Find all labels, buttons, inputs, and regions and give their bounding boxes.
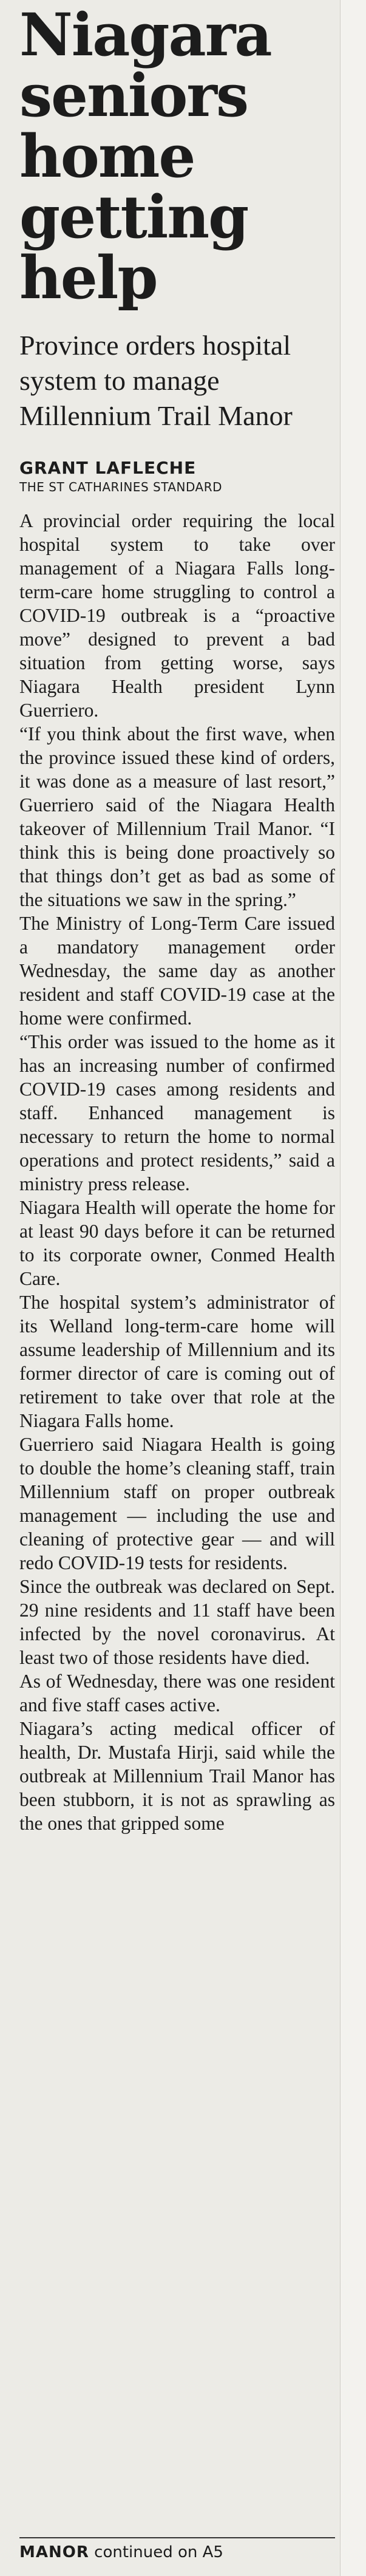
body-paragraph: The hospital system’s administrator of its Welland long-term-care home will assume leadership of Millennium and its former director of care is coming out of retirement to take over that role at the Niagara Falls home.	[19, 1292, 335, 1431]
headline: Niagara seniors home getting help	[19, 1, 271, 312]
adjacent-column-edge	[340, 0, 366, 2576]
subheadline: Province orders hospital system to manage Millennium Trail Manor	[19, 330, 293, 431]
body-paragraph: “This order was issued to the home as it has an increasing number of confirmed COVID-19 cases among residents and staff. Enhanced management is necessary to return the home to normal operations and protect residents,” said a ministry press release.	[19, 1031, 335, 1194]
body-paragraph: “If you think about the first wave, when the province issued these kind of orders, it was done as a measure of last resort,” Guerriero said of the Niagara Health takeover of Millennium Trail Manor. “I think this is being done proactively so that things don’t get as bad as some of the situations we saw in the spring.”	[19, 723, 335, 910]
article-body	[19, 509, 335, 1835]
body-paragraph: Since the outbreak was declared on Sept. 29 nine residents and 11 staff have been infected by the novel coronavirus. At least two of those residents have died.	[19, 1576, 335, 1668]
byline-publication: THE ST CATHARINES STANDARD	[19, 480, 223, 494]
article-column	[19, 1, 335, 2571]
jump-keyword: MANOR	[19, 2543, 89, 2561]
byline	[19, 458, 335, 496]
byline-author: GRANT LAFLECHE	[19, 458, 197, 478]
body-paragraph: A provincial order requiring the local hospital system to take over management of a Niagara Falls long-term-care home struggling to control a COVID-19 outbreak is a “proactive move” designed to prevent a bad situation from getting worse, says Niagara Health president Lynn Guerriero.	[19, 510, 335, 721]
jump-destination: continued on A5	[94, 2543, 223, 2561]
continued-jump-line	[19, 2537, 335, 2561]
body-paragraph: The Ministry of Long-Term Care issued a mandatory management order Wednesday, the same day as another resident and staff COVID-19 case at the home were confirmed.	[19, 913, 335, 1029]
body-paragraph: Niagara’s acting medical officer of health, Dr. Mustafa Hirji, said while the outbreak at Millennium Trail Manor has been stubborn, it is not as sprawling as the ones that gripped some	[19, 1718, 335, 1834]
body-paragraph: As of Wednesday, there was one resident and five staff cases active.	[19, 1671, 335, 1716]
body-paragraph: Guerriero said Niagara Health is going to double the home’s cleaning staff, train Millennium staff on proper outbreak management — including the use and cleaning of protective gear — and will redo COVID-19 tests for residents.	[19, 1434, 335, 1573]
body-paragraph: Niagara Health will operate the home for at least 90 days before it can be returned to its corporate owner, Conmed Health Care.	[19, 1197, 335, 1289]
